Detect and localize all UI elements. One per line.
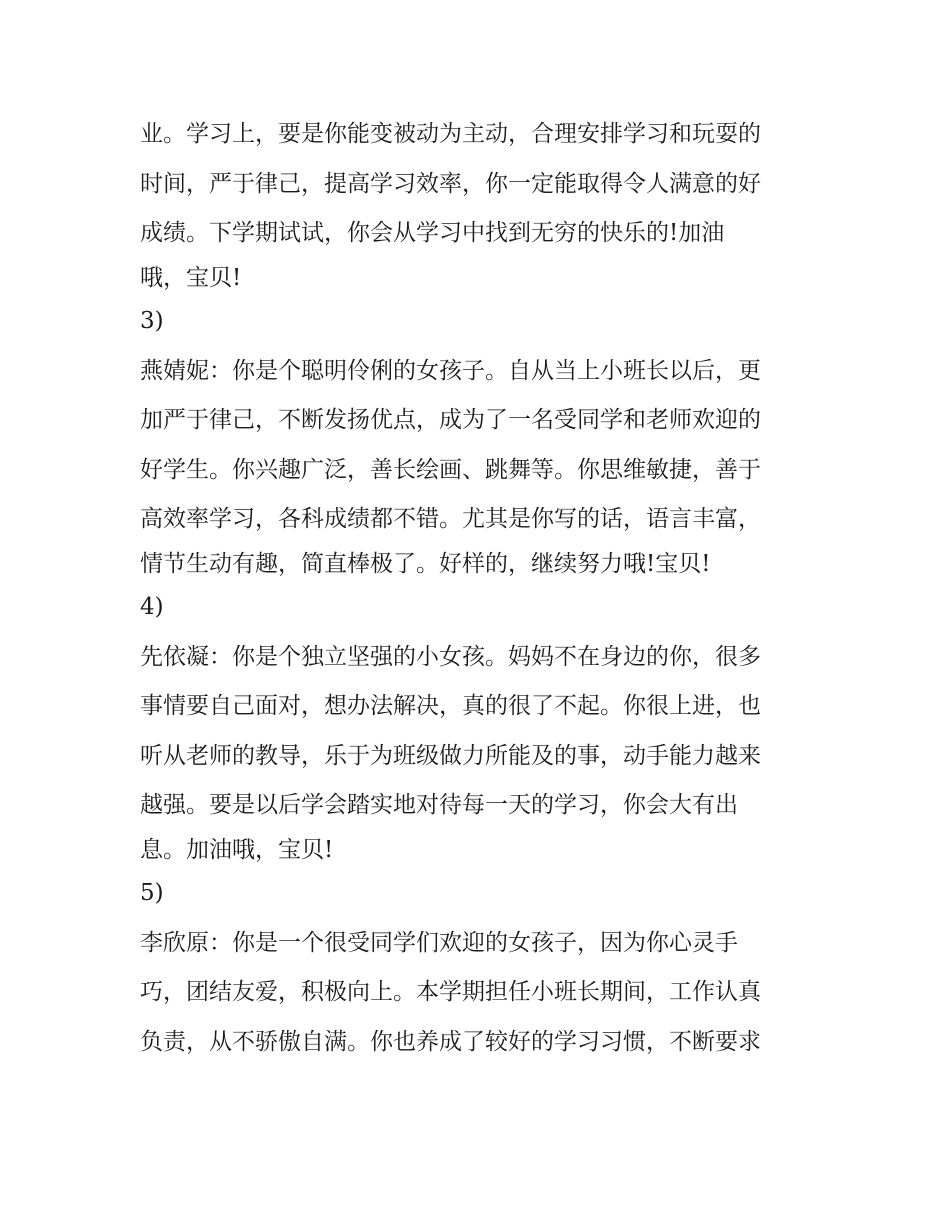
section-number: 3) (140, 308, 164, 334)
section-number: 4) (140, 594, 164, 620)
text-line: 业。学习上，要是你能变被动为主动，合理安排学习和玩耍的 (140, 121, 761, 147)
text-line: 息。加油哦，宝贝! (140, 836, 334, 863)
text-line: 事情要自己面对，想办法解决，真的很了不起。你很上进，也 (140, 693, 761, 719)
text-line: 听从老师的教导，乐于为班级做力所能及的事，动手能力越来 (140, 742, 761, 769)
text-line: 李欣原：你是一个很受同学们欢迎的女孩子，因为你心灵手 (140, 929, 738, 956)
text-line: 成绩。下学期试试，你会从学习中找到无穷的快乐的!加油 (140, 220, 725, 246)
text-line: 哦，宝贝! (140, 264, 242, 291)
section-number: 5) (140, 880, 164, 906)
text-line: 巧，团结友爱，积极向上。本学期担任小班长期间，工作认真 (140, 979, 761, 1005)
text-line: 好学生。你兴趣广泛，善长绘画、跳舞等。你思维敏捷，善于 (140, 456, 761, 483)
text-line: 时间，严于律己，提高学习效率，你一定能取得令人满意的好 (140, 170, 761, 197)
text-line: 高效率学习，各科成绩都不错。尤其是你写的话，语言丰富， (140, 506, 761, 532)
text-line: 越强。要是以后学会踏实地对待每一天的学习，你会大有出 (140, 792, 738, 818)
text-line: 燕婧妮：你是个聪明伶俐的女孩子。自从当上小班长以后，更 (140, 357, 761, 384)
text-line: 负责，从不骄傲自满。你也养成了较好的学习习惯，不断要求 (140, 1028, 761, 1055)
text-line: 情节生动有趣，简直棒极了。好样的，继续努力哦!宝贝! (140, 550, 711, 577)
text-line: 先依凝：你是个独立坚强的小女孩。妈妈不在身边的你，很多 (140, 643, 761, 670)
text-line: 加严于律己，不断发扬优点，成为了一名受同学和老师欢迎的 (140, 407, 761, 433)
document-body (140, 110, 820, 1067)
